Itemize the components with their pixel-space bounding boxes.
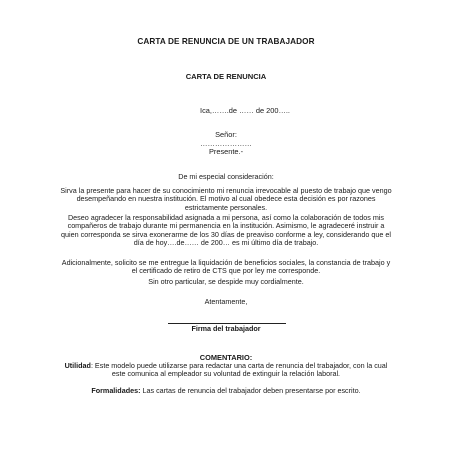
formalidades-text: Las cartas de renuncia del trabajador deben presentarse por escrito.	[140, 386, 361, 395]
recipient-label: Señor:	[215, 130, 237, 139]
recipient-present: Presente.-	[208, 147, 244, 157]
utilidad-text: : Este modelo puede utilizarse para redactar una carta de renuncia del trabajador, con la cual este comunica al empleador su voluntad de extinguir la relación laboral.	[90, 361, 388, 379]
comment-title: COMENTARIO:	[199, 353, 253, 362]
recipient-block	[0, 131, 452, 157]
utilidad-label: Utilidad	[64, 361, 91, 370]
closing: Atentamente,	[204, 297, 248, 306]
date-line: Ica,…….de …… de 200…..	[200, 106, 290, 115]
letter-heading: CARTA DE RENUNCIA	[185, 72, 267, 81]
paragraph-farewell: Sin otro particular, se despide muy cordialmente.	[148, 277, 304, 286]
paragraph-notice: Sirva la presente para hacer de su conocimiento mi renuncia irrevocable al puesto de trabajo que vengo desempeñando en nuestra institución. El motivo al cual obedece esta decisión es por razones estrictamente personales.	[60, 186, 392, 212]
paragraph-settlement: Adicionalmente, solicito se me entregue la liquidación de beneficios sociales, la constancia de trabajo y el certificado de retiro de CTS que por ley me corresponde.	[61, 258, 391, 276]
comment-utilidad	[60, 362, 392, 379]
paragraph-thanks: Deseo agradecer la responsabilidad asignada a mi persona, así como la colaboración de todos mis compañeros de trabajo durante mi permanencia en la institución. Asimismo, le agradeceré instruir a quien corresponda se sirva exonerarme de los 30 días de preaviso conforme a ley, considerando que el día de hoy….de…… de 200… es mi último día de trabajo.	[61, 213, 391, 248]
recipient-dots: …………………	[200, 138, 252, 148]
formalidades-label: Formalidades:	[91, 386, 141, 395]
document-title: CARTA DE RENUNCIA DE UN TRABAJADOR	[137, 37, 315, 46]
salutation: De mi especial consideración:	[178, 172, 274, 181]
signature-label: Firma del trabajador	[191, 324, 261, 333]
comment-formalidades	[60, 387, 392, 395]
